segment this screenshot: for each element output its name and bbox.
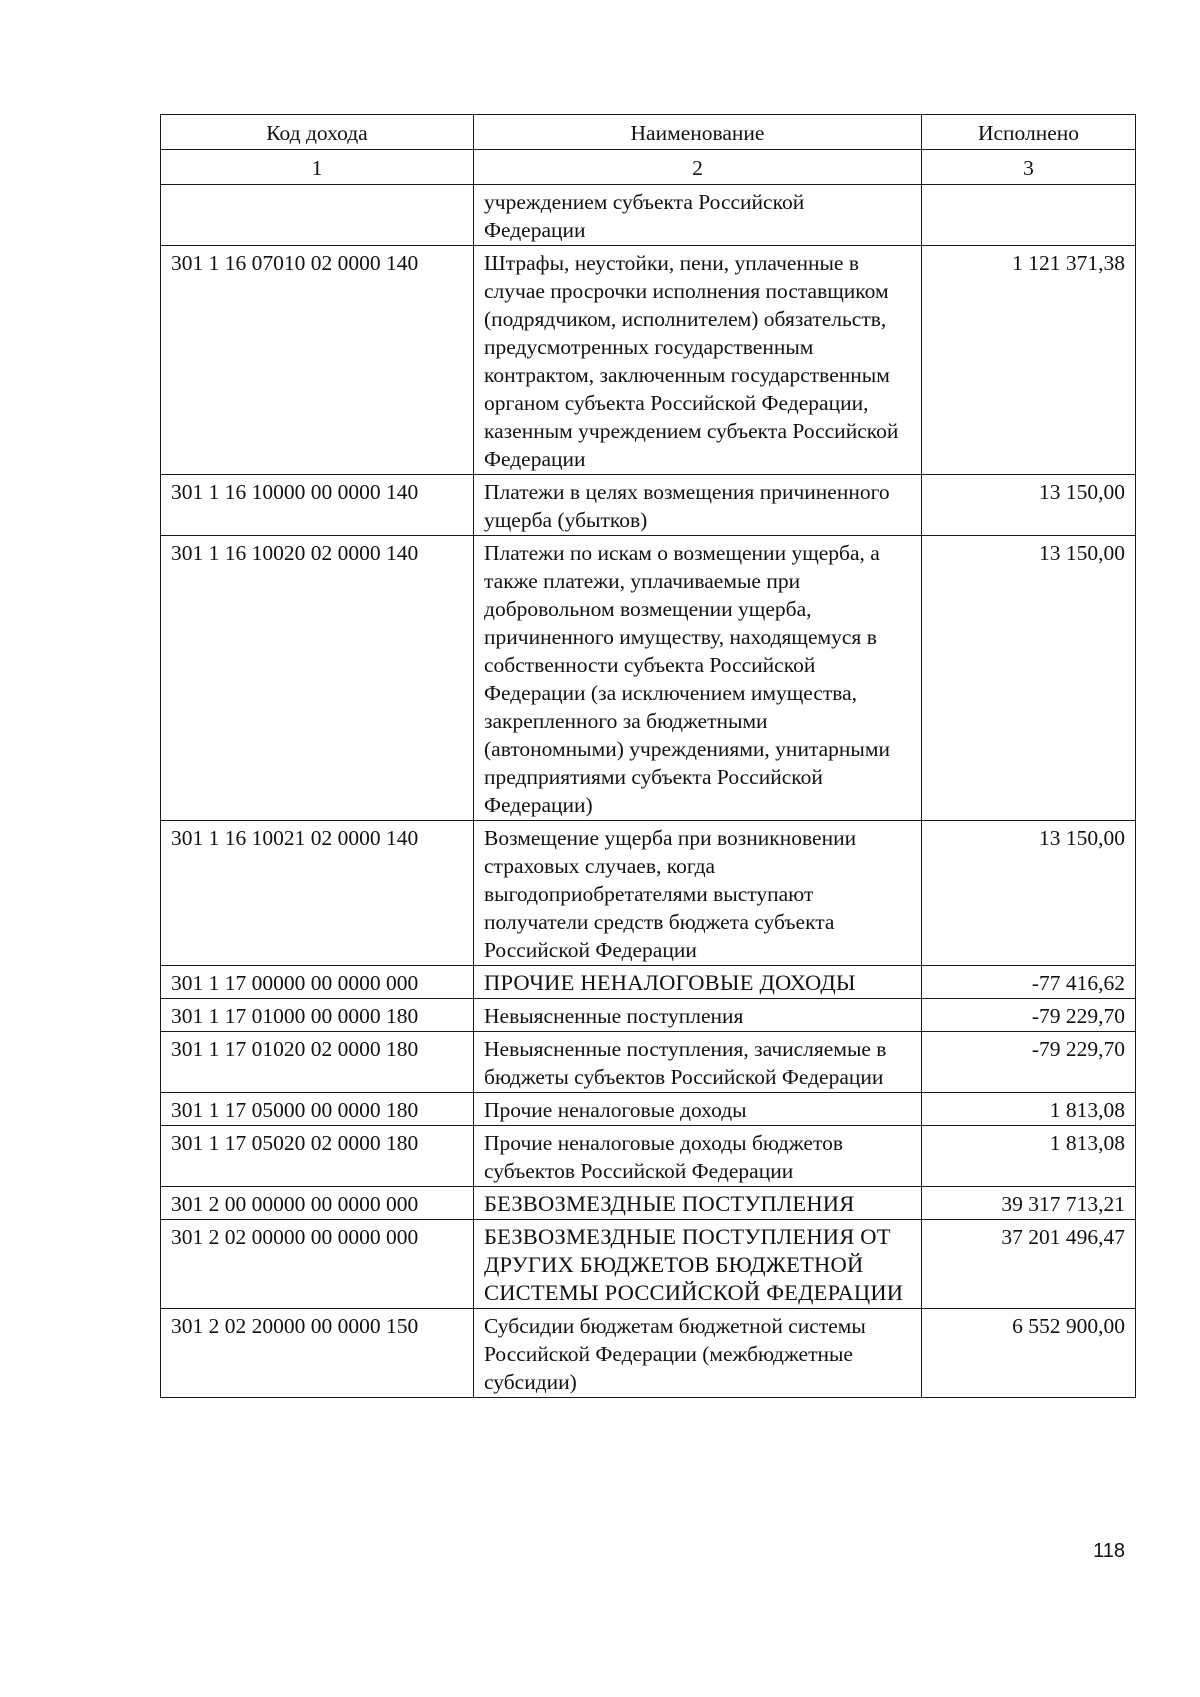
- column-number-3: 3: [922, 150, 1136, 185]
- table-row: [161, 536, 1136, 821]
- table-row: [161, 966, 1136, 999]
- table-row: [161, 1126, 1136, 1187]
- column-number-2: 2: [474, 150, 922, 185]
- amount-cell: 13 150,00: [922, 475, 1136, 536]
- name-cell: Платежи по искам о возмещении ущерба, а также платежи, уплачиваемые при добровольном возмещении ущерба, причиненного имуществу, находящемуся в собственности субъекта Российской Федерации (за исключением имущества, закрепленного за бюджетными (автономными) учреждениями, унитарными предприятиями субъекта Российской Федерации): [474, 536, 922, 821]
- table-row: [161, 475, 1136, 536]
- table-row: [161, 999, 1136, 1032]
- name-cell: Возмещение ущерба при возникновении страховых случаев, когда выгодоприобретателями выступают получатели средств бюджета субъекта Российской Федерации: [474, 821, 922, 966]
- table-header: [161, 115, 1136, 185]
- amount-cell: -79 229,70: [922, 1032, 1136, 1093]
- amount-cell: 1 121 371,38: [922, 246, 1136, 475]
- amount-cell: -79 229,70: [922, 999, 1136, 1032]
- income-code-cell: 301 1 17 05020 02 0000 180: [161, 1126, 474, 1187]
- name-cell: Прочие неналоговые доходы бюджетов субъектов Российской Федерации: [474, 1126, 922, 1187]
- income-code-cell: 301 2 02 20000 00 0000 150: [161, 1309, 474, 1398]
- name-cell: Невыясненные поступления: [474, 999, 922, 1032]
- income-code-cell: 301 1 16 10000 00 0000 140: [161, 475, 474, 536]
- income-code-cell: 301 1 16 10020 02 0000 140: [161, 536, 474, 821]
- amount-cell: -77 416,62: [922, 966, 1136, 999]
- income-code-cell: 301 1 17 00000 00 0000 000: [161, 966, 474, 999]
- name-cell: Невыясненные поступления, зачисляемые в бюджеты субъектов Российской Федерации: [474, 1032, 922, 1093]
- table-row: [161, 1309, 1136, 1398]
- revenue-table: [160, 114, 1136, 1398]
- income-code-cell: 301 1 16 07010 02 0000 140: [161, 246, 474, 475]
- name-cell: БЕЗВОЗМЕЗДНЫЕ ПОСТУПЛЕНИЯ ОТ ДРУГИХ БЮДЖЕТОВ БЮДЖЕТНОЙ СИСТЕМЫ РОССИЙСКОЙ ФЕДЕРАЦИИ: [474, 1220, 922, 1309]
- name-cell: ПРОЧИЕ НЕНАЛОГОВЫЕ ДОХОДЫ: [474, 966, 922, 999]
- header-executed: Исполнено: [922, 115, 1136, 150]
- income-code-cell: 301 2 00 00000 00 0000 000: [161, 1187, 474, 1220]
- amount-cell: 6 552 900,00: [922, 1309, 1136, 1398]
- amount-cell: 39 317 713,21: [922, 1187, 1136, 1220]
- name-cell: Платежи в целях возмещения причиненного ущерба (убытков): [474, 475, 922, 536]
- amount-cell: 37 201 496,47: [922, 1220, 1136, 1309]
- name-cell: Субсидии бюджетам бюджетной системы Российской Федерации (межбюджетные субсидии): [474, 1309, 922, 1398]
- name-cell: Прочие неналоговые доходы: [474, 1093, 922, 1126]
- column-number-1: 1: [161, 150, 474, 185]
- amount-cell: 1 813,08: [922, 1126, 1136, 1187]
- page-number: 118: [1093, 1540, 1125, 1562]
- table-row: [161, 1187, 1136, 1220]
- amount-cell: [922, 185, 1136, 246]
- income-code-cell: 301 1 17 01020 02 0000 180: [161, 1032, 474, 1093]
- name-cell: БЕЗВОЗМЕЗДНЫЕ ПОСТУПЛЕНИЯ: [474, 1187, 922, 1220]
- income-code-cell: 301 1 17 01000 00 0000 180: [161, 999, 474, 1032]
- header-name: Наименование: [474, 115, 922, 150]
- header-row: [161, 115, 1136, 150]
- table-row: [161, 1093, 1136, 1126]
- income-code-cell: 301 1 16 10021 02 0000 140: [161, 821, 474, 966]
- table-row: [161, 1220, 1136, 1309]
- column-number-row: [161, 150, 1136, 185]
- income-code-cell: 301 1 17 05000 00 0000 180: [161, 1093, 474, 1126]
- table-row: [161, 1032, 1136, 1093]
- amount-cell: 1 813,08: [922, 1093, 1136, 1126]
- table-body: [161, 185, 1136, 1398]
- name-cell: учреждением субъекта Российской Федерации: [474, 185, 922, 246]
- table-row: [161, 246, 1136, 475]
- amount-cell: 13 150,00: [922, 536, 1136, 821]
- table-row: [161, 821, 1136, 966]
- name-cell: Штрафы, неустойки, пени, уплаченные в случае просрочки исполнения поставщиком (подрядчиком, исполнителем) обязательств, предусмотренных государственным контрактом, заключенным государственным органом субъекта Российской Федерации, казенным учреждением субъекта Российской Федерации: [474, 246, 922, 475]
- table-row: [161, 185, 1136, 246]
- amount-cell: 13 150,00: [922, 821, 1136, 966]
- income-code-cell: 301 2 02 00000 00 0000 000: [161, 1220, 474, 1309]
- income-code-cell: [161, 185, 474, 246]
- header-code: Код дохода: [161, 115, 474, 150]
